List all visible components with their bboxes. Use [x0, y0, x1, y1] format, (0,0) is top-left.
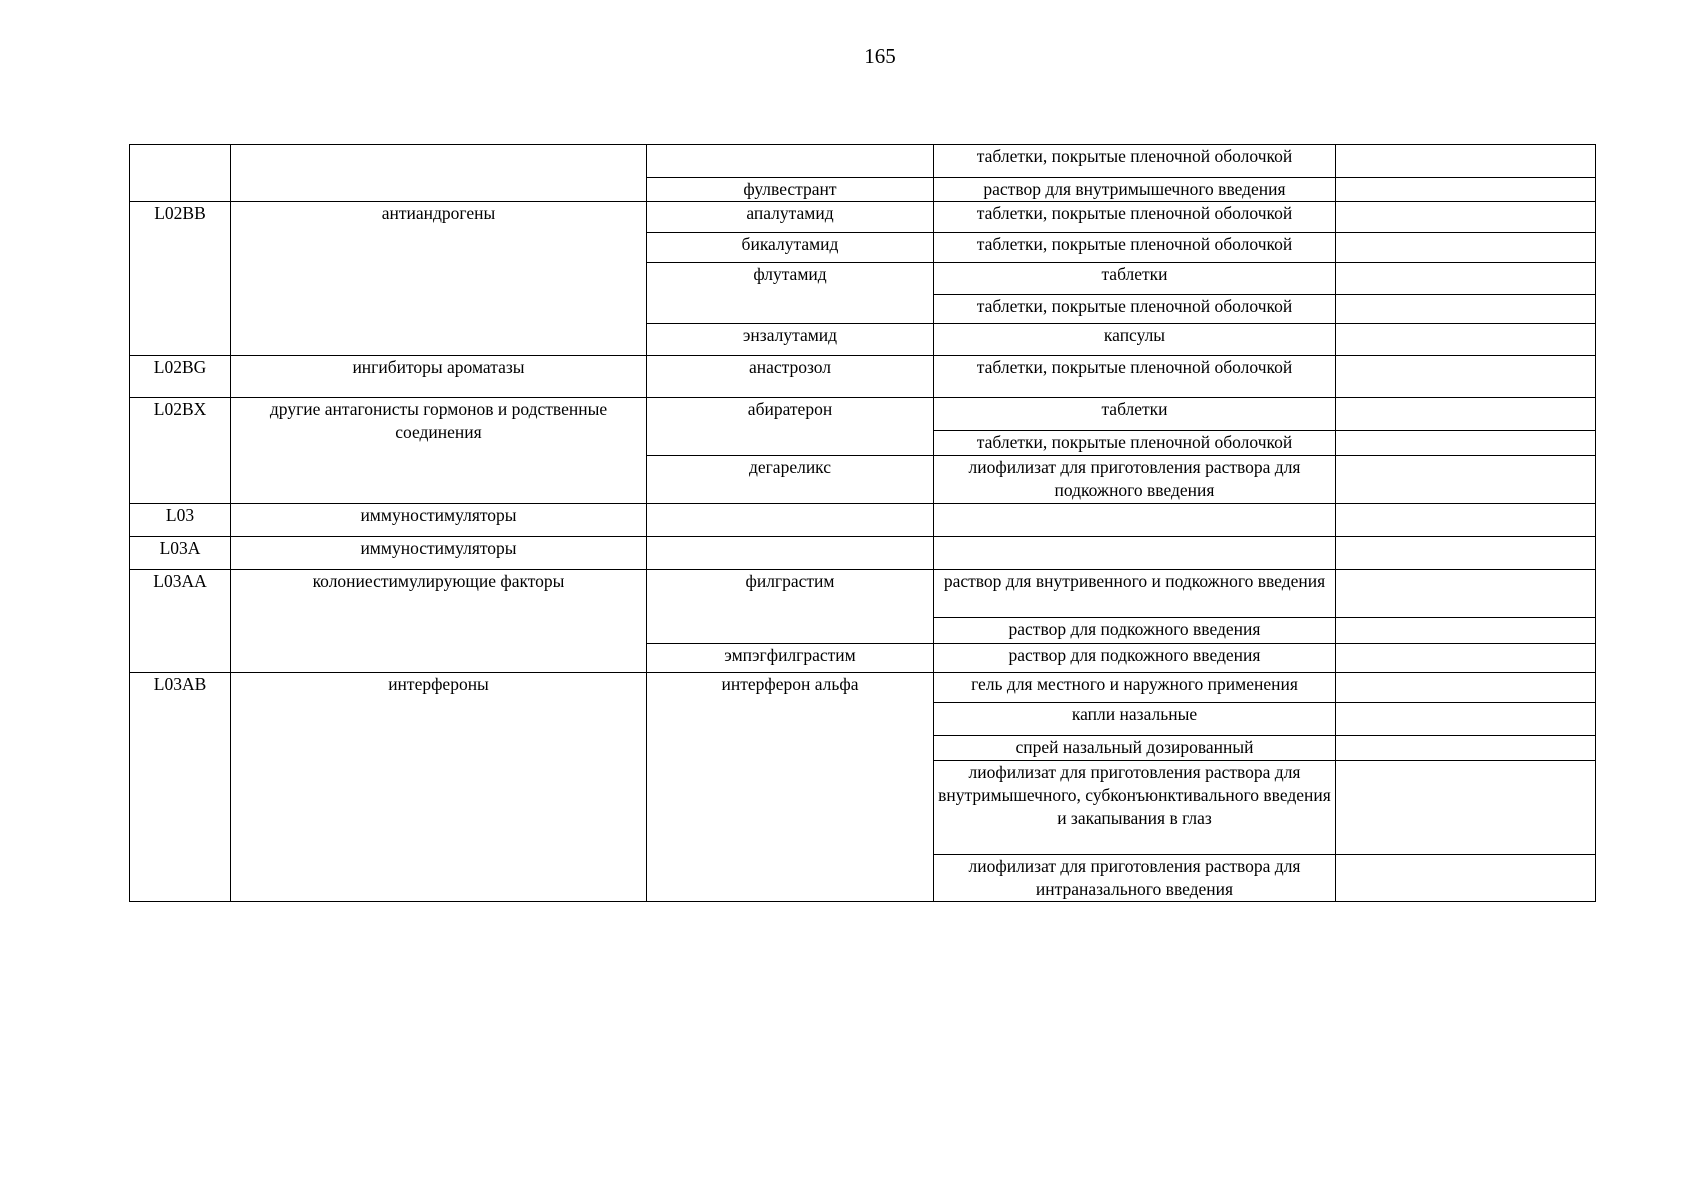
page-number: 165 — [864, 44, 896, 68]
drug-name-cell: интерферон альфа — [647, 673, 934, 902]
empty-cell — [1336, 456, 1596, 504]
pharmacological-group-cell: антиандрогены — [231, 202, 647, 356]
table-row — [130, 202, 1596, 233]
table-row — [130, 570, 1596, 618]
dosage-form-cell: лиофилизат для приготовления раствора для внутримышечного, субконъюнктивального введения и закапывания в глаз — [934, 761, 1336, 855]
table-row — [130, 504, 1596, 537]
table-row — [130, 673, 1596, 703]
atc-code-cell: L02BB — [130, 202, 231, 356]
atc-code-cell: L03AB — [130, 673, 231, 902]
empty-cell — [1336, 263, 1596, 295]
pharmacological-group-cell — [231, 145, 647, 202]
atc-code-cell: L02BG — [130, 356, 231, 398]
empty-cell — [1336, 673, 1596, 703]
empty-cell — [1336, 398, 1596, 431]
dosage-form-cell: раствор для подкожного введения — [934, 618, 1336, 644]
drug-name-cell: энзалутамид — [647, 324, 934, 356]
pharmacological-group-cell: ингибиторы ароматазы — [231, 356, 647, 398]
dosage-form-cell: лиофилизат для приготовления раствора для интраназального введения — [934, 855, 1336, 902]
empty-cell — [1336, 202, 1596, 233]
empty-cell — [1336, 431, 1596, 456]
pharmacological-group-cell: колониестимулирующие факторы — [231, 570, 647, 673]
empty-cell — [1336, 295, 1596, 324]
drug-name-cell: дегареликс — [647, 456, 934, 504]
drug-name-cell — [647, 504, 934, 537]
dosage-form-cell: лиофилизат для приготовления раствора для подкожного введения — [934, 456, 1336, 504]
empty-cell — [1336, 145, 1596, 178]
pharmacological-group-cell: другие антагонисты гормонов и родственные соединения — [231, 398, 647, 504]
table-row — [130, 398, 1596, 431]
drug-name-cell: абиратерон — [647, 398, 934, 456]
dosage-form-cell: раствор для подкожного введения — [934, 644, 1336, 673]
drug-name-cell — [647, 145, 934, 178]
dosage-form-cell: таблетки — [934, 398, 1336, 431]
dosage-form-cell: таблетки, покрытые пленочной оболочкой — [934, 431, 1336, 456]
dosage-form-cell: раствор для внутримышечного введения — [934, 178, 1336, 202]
table-row — [130, 537, 1596, 570]
empty-cell — [1336, 356, 1596, 398]
dosage-form-cell: таблетки, покрытые пленочной оболочкой — [934, 145, 1336, 178]
dosage-form-cell: гель для местного и наружного применения — [934, 673, 1336, 703]
dosage-form-cell: таблетки, покрытые пленочной оболочкой — [934, 233, 1336, 263]
drug-name-cell: эмпэгфилграстим — [647, 644, 934, 673]
dosage-form-cell — [934, 504, 1336, 537]
drug-name-cell: филграстим — [647, 570, 934, 644]
empty-cell — [1336, 537, 1596, 570]
empty-cell — [1336, 618, 1596, 644]
dosage-form-cell: капли назальные — [934, 703, 1336, 736]
drug-name-cell: фулвестрант — [647, 178, 934, 202]
dosage-form-cell: капсулы — [934, 324, 1336, 356]
dosage-form-cell — [934, 537, 1336, 570]
pharmacological-group-cell: интерфероны — [231, 673, 647, 902]
pharmacological-group-cell: иммуностимуляторы — [231, 504, 647, 537]
empty-cell — [1336, 644, 1596, 673]
dosage-form-cell: таблетки, покрытые пленочной оболочкой — [934, 295, 1336, 324]
atc-code-cell — [130, 145, 231, 202]
empty-cell — [1336, 761, 1596, 855]
pharmacological-group-cell: иммуностимуляторы — [231, 537, 647, 570]
empty-cell — [1336, 855, 1596, 902]
dosage-form-cell: таблетки, покрытые пленочной оболочкой — [934, 356, 1336, 398]
empty-cell — [1336, 736, 1596, 761]
empty-cell — [1336, 233, 1596, 263]
drug-name-cell: апалутамид — [647, 202, 934, 233]
drug-name-cell: флутамид — [647, 263, 934, 324]
table-row — [130, 145, 1596, 178]
dosage-form-cell: спрей назальный дозированный — [934, 736, 1336, 761]
empty-cell — [1336, 570, 1596, 618]
empty-cell — [1336, 504, 1596, 537]
dosage-form-cell: раствор для внутривенного и подкожного введения — [934, 570, 1336, 618]
empty-cell — [1336, 178, 1596, 202]
atc-code-cell: L02BX — [130, 398, 231, 504]
drug-name-cell — [647, 537, 934, 570]
atc-code-cell: L03 — [130, 504, 231, 537]
dosage-form-cell: таблетки, покрытые пленочной оболочкой — [934, 202, 1336, 233]
atc-code-cell: L03AA — [130, 570, 231, 673]
empty-cell — [1336, 324, 1596, 356]
drug-name-cell: бикалутамид — [647, 233, 934, 263]
drug-list-table — [129, 144, 1596, 902]
drug-name-cell: анастрозол — [647, 356, 934, 398]
dosage-form-cell: таблетки — [934, 263, 1336, 295]
atc-code-cell: L03A — [130, 537, 231, 570]
empty-cell — [1336, 703, 1596, 736]
table-row — [130, 356, 1596, 398]
